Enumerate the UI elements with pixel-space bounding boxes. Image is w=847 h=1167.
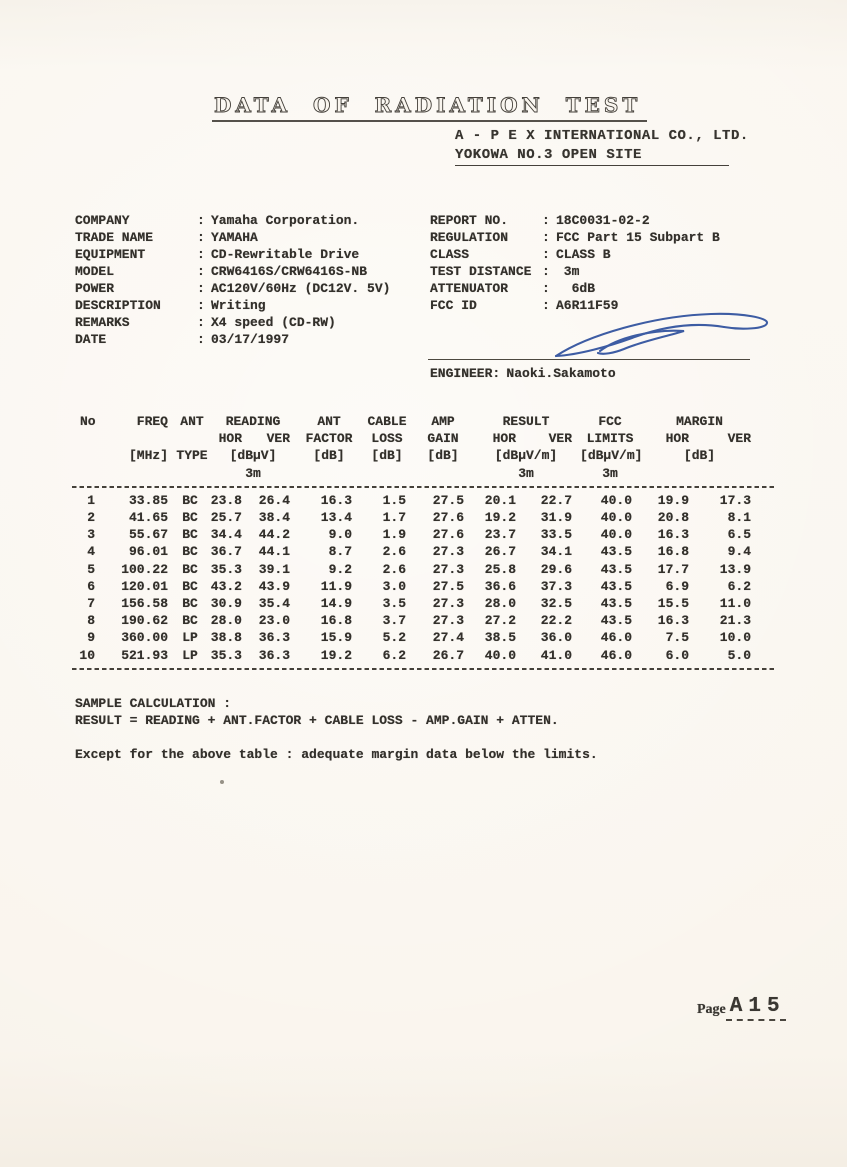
table-cell: BC <box>182 510 198 526</box>
info-value: CD-Rewritable Drive <box>211 247 360 262</box>
table-cell: 43.5 <box>600 578 633 594</box>
table-cell: 27.3 <box>432 544 465 560</box>
spacer-cell <box>298 465 360 482</box>
document-title: DATA OF RADIATION TEST <box>212 93 647 122</box>
table-cell: 36.0 <box>540 630 573 646</box>
info-row <box>430 280 720 297</box>
table-cell: 3 <box>87 527 95 543</box>
table-cell: BC <box>182 613 198 629</box>
table-cell: BC <box>182 492 198 508</box>
separator-row <box>72 482 759 492</box>
col-result-hor: HOR <box>492 431 517 447</box>
table-cell: 6.2 <box>727 578 752 594</box>
table-cell: 20.8 <box>657 510 690 526</box>
table-cell: 38.5 <box>484 630 517 646</box>
spacer-cell <box>72 447 98 464</box>
table-cell: 41.0 <box>540 647 573 663</box>
table-cell: 27.4 <box>432 630 465 646</box>
table-cell: 10 <box>79 647 95 663</box>
table-cell: 37.3 <box>540 578 573 594</box>
spacer-cell <box>72 430 98 447</box>
dashed-separator-bottom <box>72 668 777 670</box>
header-row-1 <box>72 413 759 430</box>
table-cell: 3.7 <box>382 613 407 629</box>
table-cell: BC <box>182 544 198 560</box>
colon: : <box>542 230 550 245</box>
table-cell: 27.3 <box>432 561 465 577</box>
table-cell: 1.5 <box>382 492 407 508</box>
table-cell: 32.5 <box>540 596 573 612</box>
info-row <box>75 212 390 229</box>
table-cell: 6.9 <box>665 578 690 594</box>
table-cell: 6.2 <box>382 647 407 663</box>
info-value: 03/17/1997 <box>211 332 290 347</box>
info-label: ATTENUATOR <box>430 281 509 296</box>
header-row-distance <box>72 465 759 482</box>
table-cell: 2.6 <box>382 544 407 560</box>
info-label: REPORT NO. <box>430 213 509 228</box>
colon: : <box>542 247 550 262</box>
table-row <box>72 526 759 543</box>
engineer-name: Naoki.Sakamoto <box>506 366 616 381</box>
table-row <box>72 492 759 509</box>
table-cell: 9 <box>87 630 95 646</box>
table-cell: 40.0 <box>484 647 517 663</box>
table-cell: 11.0 <box>719 596 752 612</box>
separator-row <box>72 664 759 674</box>
header-row-units <box>72 447 759 464</box>
table-cell: 27.5 <box>432 492 465 508</box>
table-cell: 44.1 <box>258 544 291 560</box>
table-cell: LP <box>182 630 198 646</box>
table-cell: 9.2 <box>328 561 353 577</box>
table-cell: 15.9 <box>320 630 353 646</box>
table-cell: 27.2 <box>484 613 517 629</box>
info-value: CRW6416S/CRW6416S-NB <box>211 264 368 279</box>
table-cell: 120.01 <box>121 578 168 594</box>
table-cell: 1 <box>87 492 95 508</box>
table-header <box>72 413 759 492</box>
info-label: MODEL <box>75 264 115 279</box>
table-row <box>72 509 759 526</box>
table-cell: BC <box>182 578 198 594</box>
table-cell: 28.0 <box>484 596 517 612</box>
table-row <box>72 612 759 629</box>
col-amp-gain-2: GAIN <box>427 431 459 447</box>
table-cell: 27.3 <box>432 596 465 612</box>
unit-margin: [dB] <box>683 448 716 464</box>
table-cell: 31.9 <box>540 510 573 526</box>
table-cell: 100.22 <box>121 561 168 577</box>
colon: : <box>542 281 550 296</box>
spacer-cell <box>414 465 472 482</box>
info-value: Yamaha Corporation. <box>211 213 360 228</box>
table-cell: 521.93 <box>121 647 168 663</box>
table-cell: 39.1 <box>258 561 291 577</box>
table-cell: 16.3 <box>657 527 690 543</box>
table-cell: 7.5 <box>665 630 690 646</box>
info-value: Writing <box>211 298 266 313</box>
conclusion-note: Except for the above table : adequate margin data below the limits. <box>75 747 598 762</box>
company-name: A - P E X INTERNATIONAL CO., LTD. <box>455 128 749 144</box>
engineer-signature <box>548 309 778 361</box>
header-row-2 <box>72 430 759 447</box>
table-cell: 17.7 <box>657 561 690 577</box>
table-cell: 19.2 <box>484 510 517 526</box>
table-cell: 23.8 <box>210 492 242 508</box>
table-cell: 9.0 <box>328 527 353 543</box>
table-cell: 43.5 <box>600 613 633 629</box>
distance-result: 3m <box>518 465 534 481</box>
col-cable-loss-2: LOSS <box>371 431 403 447</box>
table-cell: 46.0 <box>600 630 633 646</box>
table-cell: 46.0 <box>600 647 633 663</box>
table-cell: 1.7 <box>382 510 407 526</box>
info-row <box>430 229 720 246</box>
table-cell: LP <box>182 647 198 663</box>
site-name: YOKOWA NO.3 OPEN SITE <box>455 147 729 166</box>
table-cell: 43.5 <box>600 561 633 577</box>
unit-db-loss: [dB] <box>371 448 403 464</box>
table-row <box>72 647 759 664</box>
table-cell: BC <box>182 527 198 543</box>
table-cell: 156.58 <box>121 596 168 612</box>
colon: : <box>197 247 205 262</box>
table-cell: 43.9 <box>258 578 291 594</box>
info-value: YAMAHA <box>211 230 258 245</box>
table-cell: 21.3 <box>719 613 752 629</box>
table-cell: 35.4 <box>258 596 291 612</box>
table-cell: 55.67 <box>128 527 168 543</box>
col-margin-ver: VER <box>727 431 752 447</box>
colon: : <box>197 332 205 347</box>
col-amp-gain: AMP <box>431 414 455 429</box>
page-number: A15 <box>726 995 786 1021</box>
info-row <box>75 263 390 280</box>
unit-result: [dBµV/m] <box>494 448 558 464</box>
table-cell: 8.7 <box>328 544 353 560</box>
col-margin-hor: HOR <box>665 431 690 447</box>
info-row <box>430 246 720 263</box>
table-cell: 5.2 <box>382 630 407 646</box>
col-result: RESULT <box>502 414 550 429</box>
table-cell: 25.8 <box>484 561 517 577</box>
table-cell: 17.3 <box>719 492 752 508</box>
info-value: A6R11F59 <box>556 298 619 313</box>
col-result-ver: VER <box>548 431 573 447</box>
table-cell: 6.0 <box>665 647 690 663</box>
table-cell: 22.7 <box>540 492 573 508</box>
page-footer <box>697 995 786 1021</box>
distance-reading: 3m <box>245 465 261 481</box>
info-row <box>75 297 390 314</box>
col-cable-loss: CABLE <box>367 414 407 429</box>
info-row <box>75 246 390 263</box>
col-freq: FREQ <box>136 414 168 429</box>
table-cell: 3.0 <box>382 578 407 594</box>
table-cell: 30.9 <box>210 596 242 612</box>
colon: : <box>542 298 550 313</box>
table-cell: 16.8 <box>657 544 690 560</box>
info-value: 3m <box>556 264 580 279</box>
engineer-row <box>430 365 616 382</box>
table-cell: 40.0 <box>600 510 633 526</box>
info-value: AC120V/60Hz (DC12V. 5V) <box>211 281 391 296</box>
table-cell: 38.4 <box>258 510 291 526</box>
unit-reading: [dBµV] <box>229 448 277 464</box>
col-margin: MARGIN <box>676 414 723 429</box>
table-row <box>72 578 759 595</box>
spacer-cell <box>176 465 208 482</box>
table-row <box>72 543 759 560</box>
info-label: TEST DISTANCE <box>430 264 532 279</box>
unit-db-factor: [dB] <box>313 448 345 464</box>
table-cell: 1.9 <box>382 527 407 543</box>
table-cell: 36.3 <box>258 630 291 646</box>
table-cell: 35.3 <box>210 647 242 663</box>
table-cell: 360.00 <box>121 630 168 646</box>
info-label: POWER <box>75 281 115 296</box>
page-label: Page <box>697 1002 726 1017</box>
table-cell: 14.9 <box>320 596 353 612</box>
table-cell: 34.1 <box>540 544 573 560</box>
colon: : <box>197 315 205 330</box>
table-cell: 5 <box>87 561 95 577</box>
info-row <box>430 263 720 280</box>
table-cell: 43.5 <box>600 596 633 612</box>
signature-line <box>428 359 750 360</box>
colon: : <box>197 230 205 245</box>
result-formula: RESULT = READING + ANT.FACTOR + CABLE LOSS - AMP.GAIN + ATTEN. <box>75 713 559 728</box>
table-cell: 27.6 <box>432 510 465 526</box>
engineer-label: ENGINEER <box>430 366 493 381</box>
info-label: REMARKS <box>75 315 130 330</box>
table-cell: 23.7 <box>484 527 517 543</box>
table-cell: 16.8 <box>320 613 353 629</box>
table-cell: 22.2 <box>540 613 573 629</box>
table-cell: 19.2 <box>320 647 353 663</box>
info-row <box>75 280 390 297</box>
colon: : <box>492 366 501 381</box>
table-cell: 9.4 <box>727 544 752 560</box>
info-label: CLASS <box>430 247 470 262</box>
table-cell: 8 <box>87 613 95 629</box>
company-header <box>455 128 749 166</box>
info-label: REGULATION <box>430 230 509 245</box>
unit-mhz: [MHz] <box>128 448 168 464</box>
table-cell: BC <box>182 561 198 577</box>
table-cell: 96.01 <box>128 544 168 560</box>
table-cell: 6 <box>87 578 95 594</box>
info-label: DESCRIPTION <box>75 298 161 313</box>
spacer-cell <box>176 430 208 447</box>
table-row <box>72 595 759 612</box>
table-cell: 40.0 <box>600 527 633 543</box>
spacer-cell <box>98 430 176 447</box>
table-cell: 15.5 <box>657 596 690 612</box>
table-cell: 20.1 <box>484 492 517 508</box>
sample-calculation-title: SAMPLE CALCULATION : <box>75 696 232 711</box>
table-cell: 13.4 <box>320 510 353 526</box>
table-cell: 40.0 <box>600 492 633 508</box>
table-cell: 19.9 <box>657 492 690 508</box>
table-cell: 2.6 <box>382 561 407 577</box>
table-cell: 6.5 <box>727 527 752 543</box>
spacer-cell <box>640 465 759 482</box>
info-label: TRADE NAME <box>75 230 154 245</box>
info-label: COMPANY <box>75 213 130 228</box>
table-cell: 34.4 <box>210 527 242 543</box>
unit-fcc: [dBµV/m] <box>580 448 643 464</box>
colon: : <box>197 281 205 296</box>
info-row <box>75 229 390 246</box>
table-cell: 38.8 <box>210 630 242 646</box>
table-cell: 27.6 <box>432 527 465 543</box>
info-row <box>75 331 390 348</box>
colon: : <box>197 264 205 279</box>
col-ant-factor: ANT <box>317 414 341 429</box>
unit-ant-type: TYPE <box>176 448 208 464</box>
table-cell: 11.9 <box>320 578 353 594</box>
colon: : <box>197 213 205 228</box>
table-row <box>72 629 759 646</box>
spacer <box>75 729 598 746</box>
col-reading-ver: VER <box>266 431 291 447</box>
table-cell: 16.3 <box>657 613 690 629</box>
table-cell: 44.2 <box>258 527 291 543</box>
spacer-cell <box>360 465 414 482</box>
spacer-cell <box>72 465 98 482</box>
table-body <box>72 492 759 664</box>
table-cell: 36.7 <box>210 544 242 560</box>
scan-speck <box>220 780 224 784</box>
info-value: 18C0031-02-2 <box>556 213 650 228</box>
info-row <box>430 365 616 382</box>
table-cell: 36.6 <box>484 578 517 594</box>
table-cell: 28.0 <box>210 613 242 629</box>
table-cell: 43.5 <box>600 544 633 560</box>
table-cell: 2 <box>87 510 95 526</box>
colon: : <box>542 213 550 228</box>
table-cell: 26.7 <box>484 544 517 560</box>
report-info-block <box>430 212 720 314</box>
unit-db-gain: [dB] <box>427 448 459 464</box>
table-row <box>72 561 759 578</box>
table-cell: 25.7 <box>210 510 242 526</box>
table-cell: 27.5 <box>432 578 465 594</box>
table-cell: 26.7 <box>432 647 465 663</box>
table-cell: 29.6 <box>540 561 573 577</box>
notes-section <box>75 695 598 763</box>
col-fcc-limits: FCC <box>598 414 622 429</box>
info-label: DATE <box>75 332 107 347</box>
col-reading-hor: HOR <box>218 431 242 447</box>
table-cell: 4 <box>87 544 95 560</box>
table-cell: 16.3 <box>320 492 353 508</box>
col-ant: ANT <box>180 414 204 429</box>
table-cell: 7 <box>87 596 95 612</box>
col-fcc-limits-2: LIMITS <box>586 431 634 447</box>
table-cell: 36.3 <box>258 647 291 663</box>
info-value: CLASS B <box>556 247 611 262</box>
table-cell: 33.85 <box>128 492 168 508</box>
table-cell: 23.0 <box>258 613 291 629</box>
info-row <box>430 212 720 229</box>
spacer-cell <box>98 465 176 482</box>
table-cell: 41.65 <box>128 510 168 526</box>
table-cell: 10.0 <box>719 630 752 646</box>
table-cell: 8.1 <box>727 510 752 526</box>
table-cell: 5.0 <box>727 647 752 663</box>
info-value: X4 speed (CD-RW) <box>211 315 336 330</box>
equipment-info-block <box>75 212 390 348</box>
info-row <box>75 314 390 331</box>
table-cell: 43.2 <box>210 578 242 594</box>
dashed-separator-top <box>72 486 777 488</box>
info-label: EQUIPMENT <box>75 247 146 262</box>
table-cell: BC <box>182 596 198 612</box>
col-no: No <box>80 414 96 429</box>
info-label: FCC ID <box>430 298 477 313</box>
table-cell: 27.3 <box>432 613 465 629</box>
col-reading: READING <box>225 414 281 429</box>
info-value: 6dB <box>556 281 596 296</box>
colon: : <box>542 264 550 279</box>
table-cell: 3.5 <box>382 596 407 612</box>
info-value: FCC Part 15 Subpart B <box>556 230 720 245</box>
table-cell: 13.9 <box>719 561 752 577</box>
col-ant-factor-2: FACTOR <box>305 431 353 447</box>
distance-fcc: 3m <box>602 465 618 481</box>
colon: : <box>197 298 205 313</box>
table-cell: 26.4 <box>258 492 291 508</box>
radiation-data-table <box>72 413 782 674</box>
table-cell: 190.62 <box>121 613 168 629</box>
table-cell: 35.3 <box>210 561 242 577</box>
table-cell: 33.5 <box>540 527 573 543</box>
